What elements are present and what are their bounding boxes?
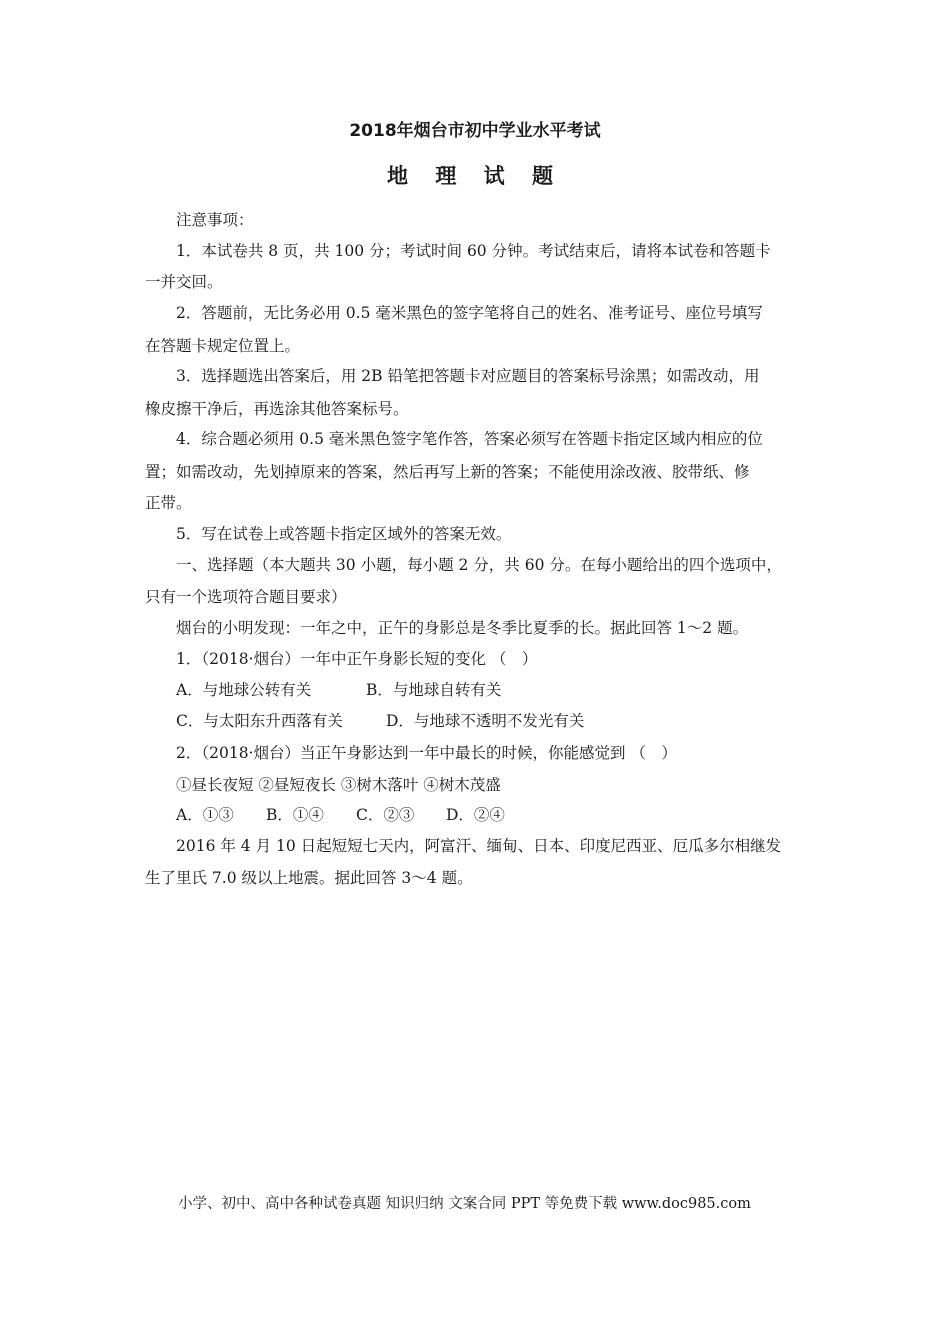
notice-item-1-cont: 一并交回。 — [145, 273, 223, 291]
question-1-options-row2 — [176, 711, 856, 731]
notice-item-4-cont2: 正带。 — [145, 494, 192, 512]
context-earthquake: 2016 年 4 月 10 日起短短七天内，阿富汗、缅甸、日本、印度尼西亚、厄瓜多尔相继发 — [176, 837, 782, 855]
question-1-stem: 1．（2018·烟台）一年中正午身影长短的变化 （ ） — [176, 650, 538, 668]
option-a: A．与地球公转有关 — [176, 681, 312, 699]
option-c: C．与太阳东升西落有关 — [176, 712, 343, 730]
exam-title: 2018年烟台市初中学业水平考试 — [349, 121, 601, 141]
context-earthquake-cont: 生了里氏 7.0 级以上地震。据此回答 3～4 题。 — [145, 869, 473, 887]
question-2-statements: ①昼长夜短 ②昼短夜长 ③树木落叶 ④树木茂盛 — [176, 776, 501, 794]
footer-text: 小学、初中、高中各种试卷真题 知识归纳 文案合同 PPT 等免费下载 www.doc985.com — [178, 1196, 751, 1212]
context-shadow: 烟台的小明发现：一年之中，正午的身影总是冬季比夏季的长。据此回答 1～2 题。 — [176, 619, 749, 637]
option-d: D．②④ — [446, 806, 505, 824]
notice-heading: 注意事项： — [176, 211, 254, 229]
notice-item-5: 5．写在试卷上或答题卡指定区域外的答案无效。 — [176, 525, 512, 543]
option-c: C．②③ — [356, 806, 415, 824]
option-a: A．①③ — [176, 806, 234, 824]
notice-item-4: 4．综合题必须用 0.5 毫米黑色签字笔作答，答案必须写在答题卡指定区域内相应的位 — [176, 430, 763, 448]
option-b: B．与地球自转有关 — [366, 681, 502, 699]
notice-item-4-cont: 置；如需改动，先划掉原来的答案，然后再写上新的答案；不能使用涂改液、胶带纸、修 — [145, 463, 750, 481]
notice-item-2: 2．答题前，无比务必用 0.5 毫米黑色的签字笔将自己的姓名、准考证号、座位号填写 — [176, 304, 763, 322]
notice-item-2-cont: 在答题卡规定位置上。 — [145, 337, 301, 355]
question-2-options — [176, 805, 856, 825]
question-1-options-row1 — [176, 680, 856, 700]
section-intro: 一、选择题（本大题共 30 小题，每小题 2 分，共 60 分。在每小题给出的四个选项中， — [176, 556, 782, 574]
option-b: B．①④ — [266, 806, 324, 824]
section-intro-cont: 只有一个选项符合题目要求） — [145, 588, 347, 606]
notice-item-3-cont: 橡皮擦干净后，再选涂其他答案标号。 — [145, 400, 409, 418]
notice-item-3: 3．选择题选出答案后，用 2B 铅笔把答题卡对应题目的答案标号涂黑；如需改动，用 — [176, 367, 760, 385]
exam-subtitle: 地 理 试 题 — [387, 164, 563, 188]
question-2-stem: 2．（2018·烟台）当正午身影达到一年中最长的时候，你能感觉到 （ ） — [176, 744, 677, 762]
option-d: D．与地球不透明不发光有关 — [386, 712, 585, 730]
notice-item-1: 1．本试卷共 8 页，共 100 分；考试时间 60 分钟。考试结束后，请将本试卷和答题卡 — [176, 242, 771, 260]
